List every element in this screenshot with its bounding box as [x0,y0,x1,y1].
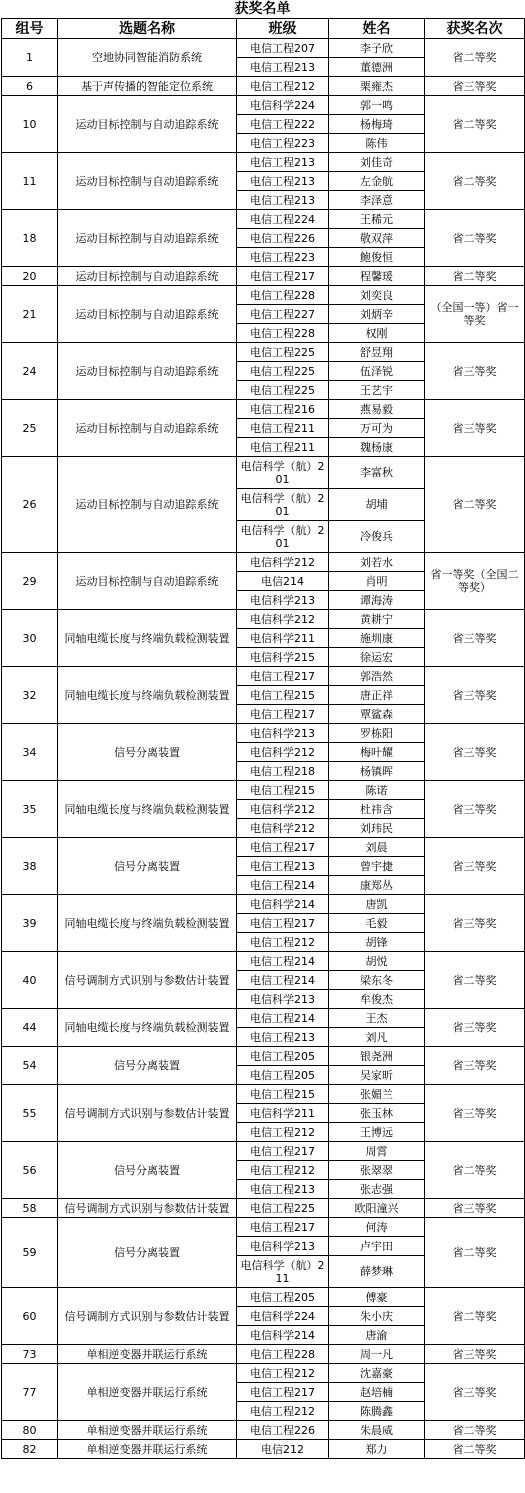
name-cell: 敬双萍 [329,229,425,248]
award-cell: 省三等奖 [425,400,525,457]
name-cell: 万可为 [329,419,425,438]
group-id-cell: 6 [2,77,58,96]
class-cell: 电信工程218 [237,762,329,781]
class-cell: 电信科学212 [237,800,329,819]
group-id-cell: 60 [2,1288,58,1345]
topic-cell: 运动目标控制与自动追踪系统 [58,343,237,400]
class-cell: 电信工程213 [237,857,329,876]
name-cell: 胡埔 [329,489,425,521]
class-cell: 电信科学（航）211 [237,1256,329,1288]
header-class: 班级 [237,19,329,39]
name-cell: 刘晨 [329,838,425,857]
topic-cell: 信号分离装置 [58,1142,237,1199]
name-cell: 谭海涛 [329,591,425,610]
topic-cell: 运动目标控制与自动追踪系统 [58,96,237,153]
topic-cell: 信号调制方式识别与参数估计装置 [58,952,237,1009]
table-row [2,400,525,419]
name-cell: 王稀元 [329,210,425,229]
class-cell: 电信工程205 [237,1066,329,1085]
topic-cell: 同轴电缆长度与终端负载检测装置 [58,1009,237,1047]
class-cell: 电信214 [237,572,329,591]
award-cell: 省三等奖 [425,343,525,400]
award-cell: 省三等奖 [425,1009,525,1047]
award-cell: 省三等奖 [425,667,525,724]
class-cell: 电信工程213 [237,153,329,172]
group-id-cell: 77 [2,1364,58,1421]
class-cell: 电信科学211 [237,1104,329,1123]
table-row [2,1085,525,1104]
class-cell: 电信工程228 [237,1345,329,1364]
class-cell: 电信工程213 [237,172,329,191]
name-cell: 罗栋阳 [329,724,425,743]
award-cell: 省三等奖 [425,1345,525,1364]
name-cell: 鲍俊恒 [329,248,425,267]
class-cell: 电信工程227 [237,305,329,324]
group-id-cell: 44 [2,1009,58,1047]
topic-cell: 运动目标控制与自动追踪系统 [58,210,237,267]
class-cell: 电信工程214 [237,1009,329,1028]
class-cell: 电信工程222 [237,115,329,134]
class-cell: 电信工程215 [237,781,329,800]
class-cell: 电信工程217 [237,1142,329,1161]
name-cell: 张媚兰 [329,1085,425,1104]
award-cell: 省二等奖 [425,153,525,210]
class-cell: 电信工程214 [237,971,329,990]
class-cell: 电信工程212 [237,933,329,952]
class-cell: 电信工程217 [237,1218,329,1237]
group-id-cell: 73 [2,1345,58,1364]
class-cell: 电信工程213 [237,1028,329,1047]
name-cell: 李富秋 [329,457,425,489]
award-cell: 省二等奖 [425,1218,525,1288]
class-cell: 电信工程217 [237,914,329,933]
name-cell: 刘佳奇 [329,153,425,172]
topic-cell: 同轴电缆长度与终端负载检测装置 [58,781,237,838]
name-cell: 刘玮民 [329,819,425,838]
table-row [2,343,525,362]
group-id-cell: 34 [2,724,58,781]
class-cell: 电信科学215 [237,648,329,667]
topic-cell: 同轴电缆长度与终端负载检测装置 [58,895,237,952]
name-cell: 毛毅 [329,914,425,933]
group-id-cell: 56 [2,1142,58,1199]
award-cell: 省三等奖 [425,895,525,952]
topic-cell: 运动目标控制与自动追踪系统 [58,400,237,457]
topic-cell: 单相逆变器并联运行系统 [58,1364,237,1421]
name-cell: 陈诺 [329,781,425,800]
class-cell: 电信科学213 [237,1237,329,1256]
group-id-cell: 38 [2,838,58,895]
name-cell: 冷俊兵 [329,521,425,553]
name-cell: 牟俊杰 [329,990,425,1009]
award-cell: 省二等奖 [425,1142,525,1199]
class-cell: 电信工程226 [237,1421,329,1440]
header-award: 获奖名次 [425,19,525,39]
group-id-cell: 11 [2,153,58,210]
name-cell: 梁东冬 [329,971,425,990]
class-cell: 电信工程225 [237,381,329,400]
name-cell: 何涛 [329,1218,425,1237]
topic-cell: 运动目标控制与自动追踪系统 [58,153,237,210]
award-cell: 省三等奖 [425,610,525,667]
topic-cell: 运动目标控制与自动追踪系统 [58,553,237,610]
name-cell: 郑力 [329,1440,425,1459]
name-cell: 刘炳辛 [329,305,425,324]
table-row [2,610,525,629]
class-cell: 电信工程226 [237,229,329,248]
table-row [2,1142,525,1161]
table-row [2,286,525,305]
award-cell: 省三等奖 [425,781,525,838]
class-cell: 电信工程211 [237,438,329,457]
class-cell: 电信工程225 [237,343,329,362]
award-cell: 省二等奖 [425,39,525,77]
table-row [2,267,525,286]
name-cell: 舒昱翔 [329,343,425,362]
name-cell: 董德洲 [329,58,425,77]
table-row [2,457,525,489]
table-row [2,96,525,115]
table-row [2,1047,525,1066]
name-cell: 伍泽锐 [329,362,425,381]
class-cell: 电信工程225 [237,1199,329,1218]
class-cell: 电信科学（航）201 [237,521,329,553]
table-row [2,838,525,857]
group-id-cell: 82 [2,1440,58,1459]
header-topic: 选题名称 [58,19,237,39]
group-id-cell: 25 [2,400,58,457]
award-cell: 省二等奖 [425,1440,525,1459]
topic-cell: 运动目标控制与自动追踪系统 [58,457,237,553]
award-cell: 省三等奖 [425,838,525,895]
name-cell: 胡锋 [329,933,425,952]
name-cell: 李泽意 [329,191,425,210]
class-cell: 电信工程212 [237,77,329,96]
class-cell: 电信工程214 [237,876,329,895]
name-cell: 朱晨威 [329,1421,425,1440]
name-cell: 肖明 [329,572,425,591]
topic-cell: 单相逆变器并联运行系统 [58,1440,237,1459]
class-cell: 电信科学212 [237,553,329,572]
name-cell: 曾宇捷 [329,857,425,876]
class-cell: 电信工程215 [237,686,329,705]
table-row [2,1199,525,1218]
class-cell: 电信工程215 [237,1085,329,1104]
name-cell: 梅叶耀 [329,743,425,762]
class-cell: 电信科学211 [237,629,329,648]
award-cell: 省一等奖（全国二等奖） [425,553,525,610]
award-cell: 省二等奖 [425,1421,525,1440]
class-cell: 电信工程217 [237,267,329,286]
name-cell: 施圳康 [329,629,425,648]
name-cell: 杨梅琦 [329,115,425,134]
award-cell: 省二等奖 [425,457,525,553]
class-cell: 电信工程212 [237,1364,329,1383]
name-cell: 程馨瑗 [329,267,425,286]
group-id-cell: 24 [2,343,58,400]
topic-cell: 单相逆变器并联运行系统 [58,1345,237,1364]
name-cell: 郭浩然 [329,667,425,686]
table-row [2,153,525,172]
name-cell: 王博远 [329,1123,425,1142]
class-cell: 电信工程216 [237,400,329,419]
name-cell: 傅豪 [329,1288,425,1307]
class-cell: 电信工程223 [237,134,329,153]
name-cell: 权刚 [329,324,425,343]
name-cell: 吴家昕 [329,1066,425,1085]
award-cell: 省三等奖 [425,1199,525,1218]
award-cell: 省三等奖 [425,724,525,781]
class-cell: 电信工程212 [237,1123,329,1142]
topic-cell: 信号调制方式识别与参数估计装置 [58,1199,237,1218]
name-cell: 王杰 [329,1009,425,1028]
table-body [2,39,525,1459]
topic-cell: 信号调制方式识别与参数估计装置 [58,1288,237,1345]
group-id-cell: 1 [2,39,58,77]
table-row [2,210,525,229]
class-cell: 电信工程217 [237,838,329,857]
award-cell: （全国一等）省一等奖 [425,286,525,343]
class-cell: 电信工程214 [237,952,329,971]
name-cell: 沈嘉豪 [329,1364,425,1383]
class-cell: 电信科学（航）201 [237,457,329,489]
class-cell: 电信科学（航）201 [237,489,329,521]
table-row [2,1218,525,1237]
name-cell: 张志强 [329,1180,425,1199]
class-cell: 电信工程211 [237,419,329,438]
class-cell: 电信工程223 [237,248,329,267]
name-cell: 杨镇晖 [329,762,425,781]
name-cell: 张玉林 [329,1104,425,1123]
group-id-cell: 30 [2,610,58,667]
group-id-cell: 54 [2,1047,58,1085]
name-cell: 胡悦 [329,952,425,971]
class-cell: 电信科学214 [237,1326,329,1345]
table-row [2,724,525,743]
header-group-id: 组号 [2,19,58,39]
class-cell: 电信工程217 [237,705,329,724]
group-id-cell: 80 [2,1421,58,1440]
name-cell: 银尧洲 [329,1047,425,1066]
name-cell: 黄耕宁 [329,610,425,629]
name-cell: 徐运宏 [329,648,425,667]
group-id-cell: 29 [2,553,58,610]
name-cell: 燕易毅 [329,400,425,419]
table-row [2,667,525,686]
class-cell: 电信科学212 [237,610,329,629]
page-title: 获奖名单 [234,1,291,17]
award-cell: 省二等奖 [425,267,525,286]
class-cell: 电信工程228 [237,324,329,343]
header-row [2,19,525,39]
name-cell: 左金航 [329,172,425,191]
table-row [2,1009,525,1028]
name-cell: 覃鲨森 [329,705,425,724]
name-cell: 康郑丛 [329,876,425,895]
award-cell: 省二等奖 [425,96,525,153]
group-id-cell: 18 [2,210,58,267]
class-cell: 电信工程205 [237,1047,329,1066]
table-row [2,39,525,58]
class-cell: 电信工程228 [237,286,329,305]
table-row [2,1440,525,1459]
class-cell: 电信工程225 [237,362,329,381]
group-id-cell: 39 [2,895,58,952]
name-cell: 魏杨康 [329,438,425,457]
award-cell: 省二等奖 [425,952,525,1009]
name-cell: 周一凡 [329,1345,425,1364]
class-cell: 电信科学224 [237,1307,329,1326]
name-cell: 刘奕良 [329,286,425,305]
group-id-cell: 58 [2,1199,58,1218]
name-cell: 赵培楠 [329,1383,425,1402]
group-id-cell: 10 [2,96,58,153]
group-id-cell: 55 [2,1085,58,1142]
class-cell: 电信科学213 [237,990,329,1009]
class-cell: 电信工程207 [237,39,329,58]
name-cell: 刘若水 [329,553,425,572]
name-cell: 朱小庆 [329,1307,425,1326]
topic-cell: 运动目标控制与自动追踪系统 [58,286,237,343]
name-cell: 唐正祥 [329,686,425,705]
class-cell: 电信工程212 [237,1402,329,1421]
group-id-cell: 32 [2,667,58,724]
class-cell: 电信工程224 [237,210,329,229]
class-cell: 电信工程213 [237,191,329,210]
name-cell: 郭一鸣 [329,96,425,115]
topic-cell: 信号分离装置 [58,724,237,781]
name-cell: 刘凡 [329,1028,425,1047]
award-table [1,18,525,1459]
class-cell: 电信科学224 [237,96,329,115]
table-row [2,952,525,971]
class-cell: 电信科学212 [237,743,329,762]
award-cell: 省二等奖 [425,210,525,267]
class-cell: 电信科学213 [237,591,329,610]
table-row [2,553,525,572]
name-cell: 杜祎含 [329,800,425,819]
class-cell: 电信科学212 [237,819,329,838]
group-id-cell: 40 [2,952,58,1009]
class-cell: 电信212 [237,1440,329,1459]
header-name: 姓名 [329,19,425,39]
name-cell: 唐渝 [329,1326,425,1345]
group-id-cell: 35 [2,781,58,838]
name-cell: 李子欣 [329,39,425,58]
table-row [2,895,525,914]
table-row [2,1288,525,1307]
name-cell: 王艺宇 [329,381,425,400]
topic-cell: 单相逆变器并联运行系统 [58,1421,237,1440]
topic-cell: 信号分离装置 [58,1218,237,1288]
class-cell: 电信工程217 [237,1383,329,1402]
award-cell: 省二等奖 [425,1288,525,1345]
topic-cell: 信号分离装置 [58,838,237,895]
name-cell: 欧阳潼兴 [329,1199,425,1218]
topic-cell: 同轴电缆长度与终端负载检测装置 [58,667,237,724]
table-row [2,1364,525,1383]
award-cell: 省三等奖 [425,1047,525,1085]
class-cell: 电信科学214 [237,895,329,914]
name-cell: 薛梦琳 [329,1256,425,1288]
class-cell: 电信工程217 [237,667,329,686]
class-cell: 电信工程213 [237,58,329,77]
topic-cell: 信号调制方式识别与参数估计装置 [58,1085,237,1142]
topic-cell: 运动目标控制与自动追踪系统 [58,267,237,286]
group-id-cell: 21 [2,286,58,343]
group-id-cell: 20 [2,267,58,286]
name-cell: 陈腾鑫 [329,1402,425,1421]
class-cell: 电信科学213 [237,724,329,743]
topic-cell: 空地协同智能消防系统 [58,39,237,77]
name-cell: 唐凯 [329,895,425,914]
topic-cell: 信号分离装置 [58,1047,237,1085]
name-cell: 周霄 [329,1142,425,1161]
group-id-cell: 26 [2,457,58,553]
topic-cell: 同轴电缆长度与终端负载检测装置 [58,610,237,667]
class-cell: 电信工程212 [237,1161,329,1180]
name-cell: 张翠翠 [329,1161,425,1180]
table-row [2,781,525,800]
group-id-cell: 59 [2,1218,58,1288]
class-cell: 电信工程213 [237,1180,329,1199]
name-cell: 栗雍杰 [329,77,425,96]
class-cell: 电信工程205 [237,1288,329,1307]
table-row [2,77,525,96]
name-cell: 卢宇田 [329,1237,425,1256]
award-cell: 省三等奖 [425,77,525,96]
table-row [2,1345,525,1364]
topic-cell: 基于声传播的智能定位系统 [58,77,237,96]
award-cell: 省三等奖 [425,1085,525,1142]
name-cell: 陈伟 [329,134,425,153]
award-cell: 省三等奖 [425,1364,525,1421]
table-row [2,1421,525,1440]
